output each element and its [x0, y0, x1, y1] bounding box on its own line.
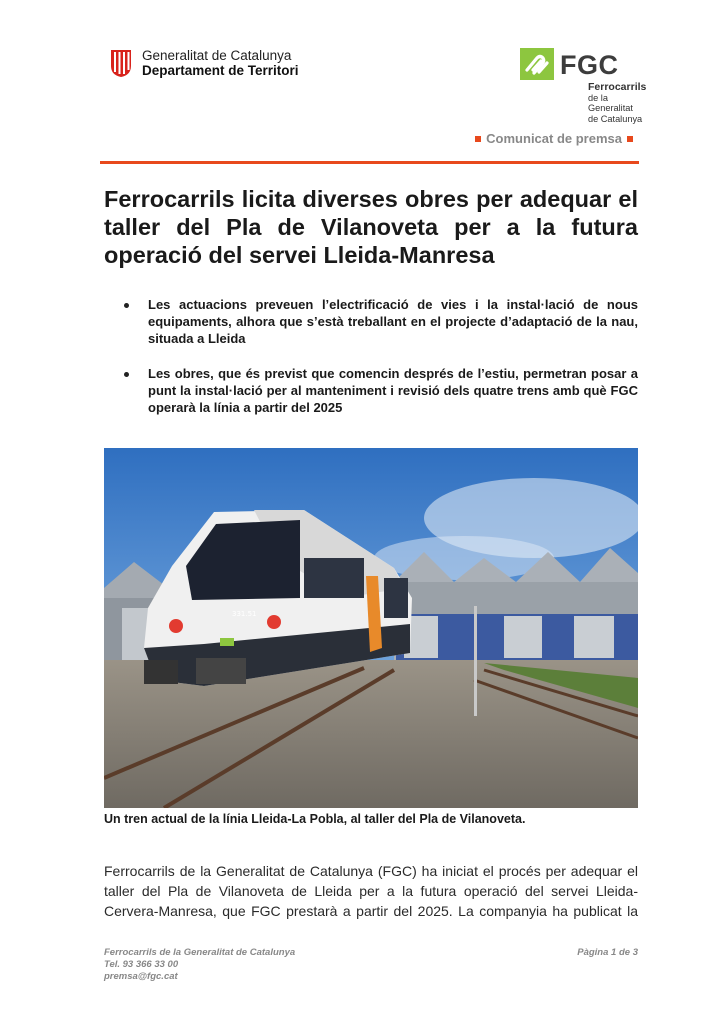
train-photo: [104, 448, 638, 808]
bullet-item: [122, 296, 638, 347]
gencat-emblem-icon: [108, 48, 134, 78]
summary-bullets: [122, 296, 638, 434]
bullet-item: [122, 365, 638, 416]
page-title: Ferrocarrils licita diverses obres per adequar el taller del Pla de Vilanoveta per a la futura operació del servei Lleida-Manresa: [104, 186, 638, 268]
footer-company: Ferrocarrils de la Generalitat de Catalunya: [104, 947, 296, 958]
footer-email[interactable]: premsa@fgc.cat: [104, 971, 178, 982]
press-release-text: Comunicat de premsa: [486, 131, 622, 146]
square-bullet-icon: [627, 136, 633, 142]
footer-contact: [104, 947, 295, 983]
train-number-label: 331.51: [232, 610, 257, 618]
bullet-dot-icon: [124, 372, 129, 377]
photo-caption: Un tren actual de la línia Lleida-La Pobla, al taller del Pla de Vilanoveta.: [104, 812, 526, 826]
fgc-mark-icon: [520, 48, 554, 80]
page-current: 1: [611, 947, 617, 958]
page-total: 3: [632, 947, 638, 958]
bullet-text: Les actuacions preveuen l’electrificació de vies i la instal·lació de nous equipaments, alhora que s’està treballant en el projecte d’adaptació de la nau, situada a Lleida: [148, 297, 638, 346]
page-of: de: [618, 947, 631, 958]
gencat-name: Generalitat de Catalunya: [142, 48, 292, 63]
fgc-sub-line1: Ferrocarrils: [588, 81, 647, 93]
bullet-text: Les obres, que és previst que comencin després de l’estiu, permetran posar a punt la instal·lació per al manteniment i revisió dels quatre trens amb què FGC operarà la línia a partir del 2025: [148, 366, 638, 415]
fgc-sub-line3: de Catalunya: [588, 113, 643, 124]
fgc-subtitle: [588, 82, 646, 124]
fgc-sub-line2: de la Generalitat: [588, 92, 633, 113]
fgc-logo: [520, 48, 647, 124]
article-body: Ferrocarrils de la Generalitat de Catalunya (FGC) ha iniciat el procés per adequar el taller del Pla de Vilanoveta de Lleida per a la futura operació del servei Lleida-Cervera-Manresa, que FGC prestarà a partir del 2025. La companyia ha publicat la: [104, 863, 638, 919]
department-name: Departament de Territori: [142, 63, 299, 78]
page-number: [577, 947, 638, 958]
bullet-dot-icon: [124, 303, 129, 308]
header-divider: [100, 161, 639, 164]
gencat-logo: [108, 46, 299, 80]
square-bullet-icon: [475, 136, 481, 142]
fgc-wordmark: FGC: [560, 50, 619, 80]
press-release-label: [470, 131, 638, 146]
footer-phone: Tel. 93 366 33 00: [104, 959, 179, 970]
page-label: Pàgina: [577, 947, 609, 958]
